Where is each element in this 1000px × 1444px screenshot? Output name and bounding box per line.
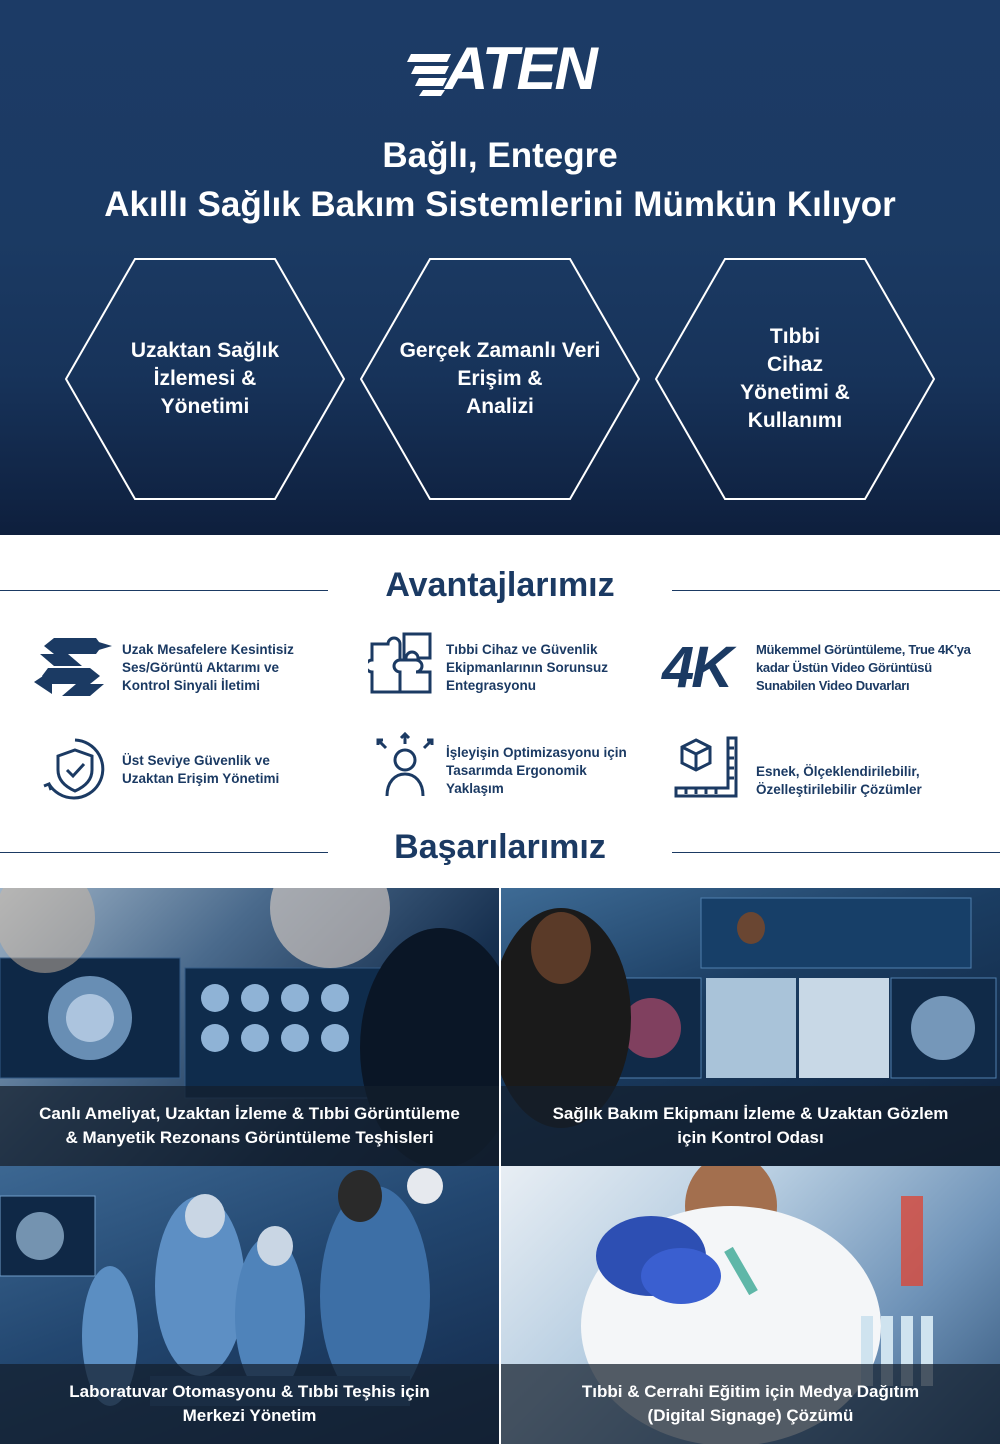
hexagon-label: Tıbbi Cihaz Yönetimi & Kullanımı: [740, 325, 850, 432]
achievements-title: Başarılarımız: [394, 828, 606, 866]
aten-logo: [405, 35, 600, 102]
photo-control-room: [501, 888, 1000, 1166]
photo-laboratory: [501, 1166, 1000, 1444]
advantage-text: Uzak Mesafelere Kesintisiz Ses/Görüntü Aktarımı ve Kontrol Sinyali İletimi: [122, 642, 294, 693]
advantage-text: Tıbbi Cihaz ve Güvenlik Ekipmanlarının Sorunsuz Entegrasyonu: [446, 642, 609, 693]
photo-caption: Sağlık Bakım Ekipmanı İzleme & Uzaktan Gözlem için Kontrol Odası: [501, 1086, 1000, 1166]
puzzle-icon: [368, 630, 436, 701]
hexagon-remote-monitoring: [65, 258, 345, 500]
signal-transmission-icon: [34, 636, 114, 703]
photo-caption: Canlı Ameliyat, Uzaktan İzleme & Tıbbi Görüntüleme & Manyetik Rezonans Görüntüleme Teşhisleri: [0, 1086, 499, 1166]
hero-banner: [0, 0, 1000, 535]
advantage-text: Esnek, Ölçeklendirilebilir, Özelleştirilebilir Çözümler: [756, 764, 922, 797]
advantage-text: İşleyişin Optimizasyonu için Tasarımda Ergonomik Yaklaşım: [446, 745, 627, 796]
logo-text: ATEN: [445, 35, 596, 102]
advantages-title: Avantajlarımız: [385, 566, 615, 604]
scalable-cube-icon: [672, 734, 740, 805]
advantage-text: Üst Seviye Güvenlik ve Uzaktan Erişim Yönetimi: [122, 753, 280, 786]
shield-check-icon: [40, 734, 110, 809]
hero-title-line2: Akıllı Sağlık Bakım Sistemlerini Mümkün Kılıyor: [104, 185, 896, 224]
photo-mri-diagnostics: [0, 888, 499, 1166]
ergonomic-user-icon: [372, 730, 438, 807]
photo-caption: Tıbbi & Cerrahi Eğitim için Medya Dağıtım (Digital Signage) Çözümü: [501, 1364, 1000, 1444]
4k-icon: 4K: [662, 635, 731, 700]
hexagon-device-management: [655, 258, 935, 500]
hexagon-label: Uzaktan Sağlık İzlemesi & Yönetimi: [130, 339, 280, 418]
photo-surgery-room: [0, 1166, 499, 1444]
photo-caption: Laboratuvar Otomasyonu & Tıbbi Teşhis için Merkezi Yönetim: [0, 1364, 499, 1444]
hexagon-label: Gerçek Zamanlı Veri Erişim & Analizi: [399, 339, 601, 418]
hero-title-line1: Bağlı, Entegre: [382, 136, 618, 175]
hexagon-realtime-data: [360, 258, 640, 500]
advantage-text: Mükemmel Görüntüleme, True 4K'ya kadar Üstün Video Görüntüsü Sunabilen Video Duvarları: [756, 642, 971, 693]
